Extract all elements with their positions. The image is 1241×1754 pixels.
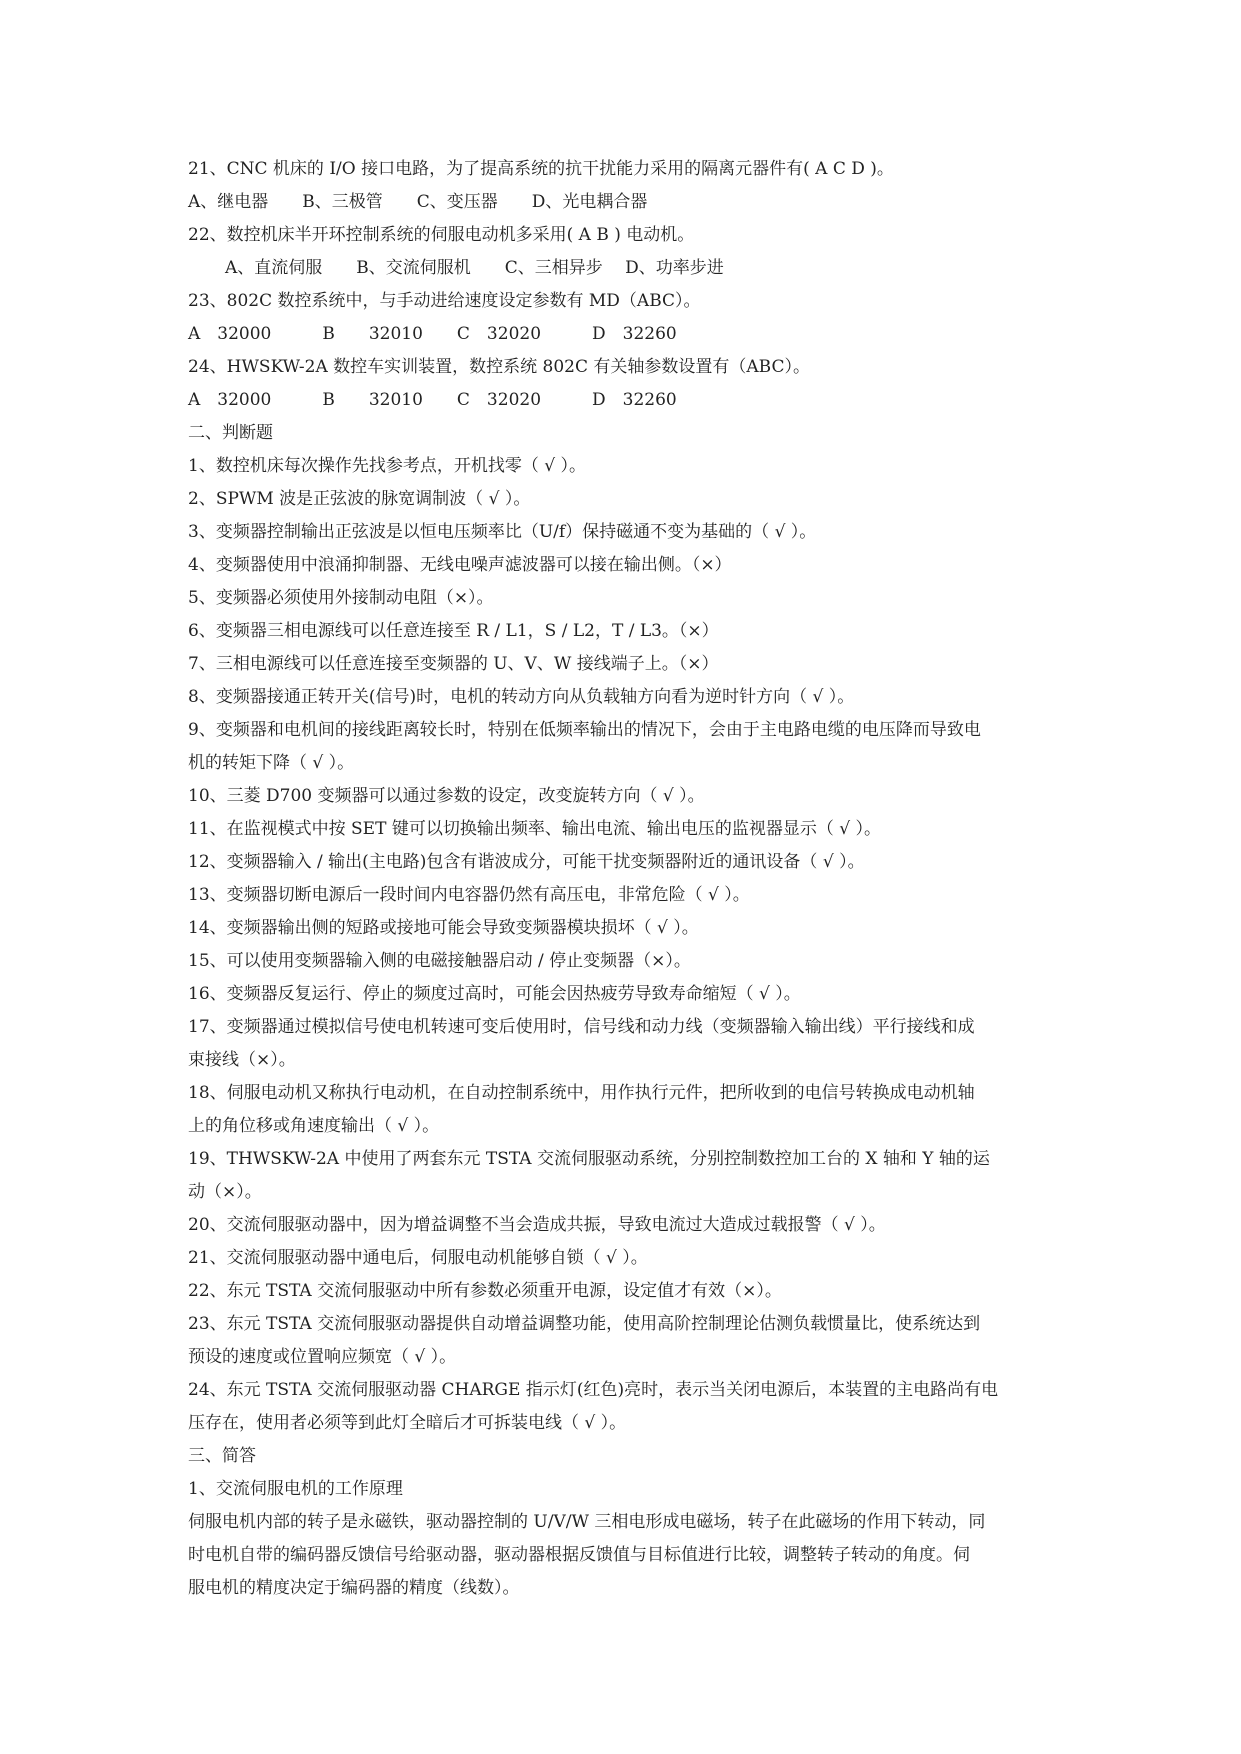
section-heading-short-answer: 三、简答 <box>188 1446 256 1466</box>
judgment-item: 9、变频器和电机间的接线距离较长时，特别在低频率输出的情况下，会由于主电路电缆的电压降而导致电 <box>188 720 981 740</box>
judgment-item: 6、变频器三相电源线可以任意连接至 R / L1，S / L2，T / L3。（×） <box>188 621 719 641</box>
question-21: 21、CNC 机床的 I/O 接口电路，为了提高系统的抗干扰能力采用的隔离元器件有( A C D )。 <box>188 159 894 179</box>
judgment-item: 10、三菱 D700 变频器可以通过参数的设定，改变旋转方向（ √ ）。 <box>188 786 705 806</box>
judgment-item: 1、数控机床每次操作先找参考点，开机找零（ √ ）。 <box>188 456 586 476</box>
judgment-item: 17、变频器通过模拟信号使电机转速可变后使用时，信号线和动力线（变频器输入输出线）平行接线和成 <box>188 1017 975 1037</box>
judgment-item-continued: 动（×）。 <box>188 1182 262 1202</box>
judgment-item: 20、交流伺服驱动器中，因为增益调整不当会造成共振，导致电流过大造成过载报警（ √ ）。 <box>188 1215 886 1235</box>
short-answer-body: 伺服电机内部的转子是永磁铁，驱动器控制的 U/V/W 三相电形成电磁场，转子在此磁场的作用下转动，同 <box>188 1512 986 1532</box>
question-22: 22、数控机床半开环控制系统的伺服电动机多采用( A B ) 电动机。 <box>188 225 695 245</box>
judgment-item-continued: 机的转矩下降（ √ ）。 <box>188 753 355 773</box>
judgment-item: 3、变频器控制输出正弦波是以恒电压频率比（U/f）保持磁通不变为基础的（ √ ）。 <box>188 522 817 542</box>
question-23-options: A 32000 B 32010 C 32020 D 32260 <box>188 324 677 344</box>
judgment-item: 21、交流伺服驱动器中通电后，伺服电动机能够自锁（ √ ）。 <box>188 1248 648 1268</box>
question-24-options: A 32000 B 32010 C 32020 D 32260 <box>188 390 677 410</box>
question-23: 23、802C 数控系统中，与手动进给速度设定参数有 MD（ABC）。 <box>188 291 701 311</box>
judgment-item: 23、东元 TSTA 交流伺服驱动器提供自动增益调整功能，使用高阶控制理论估测负载惯量比，使系统达到 <box>188 1314 981 1334</box>
judgment-item-continued: 上的角位移或角速度输出（ √ ）。 <box>188 1116 440 1136</box>
judgment-item-continued: 压存在，使用者必须等到此灯全暗后才可拆装电线（ √ ）。 <box>188 1413 627 1433</box>
judgment-item: 15、可以使用变频器输入侧的电磁接触器启动 / 停止变频器（×）。 <box>188 951 691 971</box>
question-22-options: A、直流伺服 B、交流伺服机 C、三相异步 D、功率步进 <box>225 258 724 278</box>
question-21-options: A、继电器 B、三极管 C、变压器 D、光电耦合器 <box>188 192 648 212</box>
judgment-item-continued: 预设的速度或位置响应频宽（ √ ）。 <box>188 1347 457 1367</box>
judgment-item: 2、SPWM 波是正弦波的脉宽调制波（ √ ）。 <box>188 489 531 509</box>
judgment-item: 24、东元 TSTA 交流伺服驱动器 CHARGE 指示灯(红色)亮时，表示当关闭电源后，本装置的主电路尚有电 <box>188 1380 999 1400</box>
judgment-item: 4、变频器使用中浪涌抑制器、无线电噪声滤波器可以接在输出侧。（×） <box>188 555 732 575</box>
judgment-item-continued: 束接线（×）。 <box>188 1050 296 1070</box>
judgment-item: 11、在监视模式中按 SET 键可以切换输出频率、输出电流、输出电压的监视器显示（ √ ）。 <box>188 819 881 839</box>
judgment-item: 22、东元 TSTA 交流伺服驱动中所有参数必须重开电源，设定值才有效（×）。 <box>188 1281 782 1301</box>
judgment-item: 19、THWSKW-2A 中使用了两套东元 TSTA 交流伺服驱动系统，分别控制数控加工台的 X 轴和 Y 轴的运 <box>188 1149 990 1169</box>
judgment-item: 14、变频器输出侧的短路或接地可能会导致变频器模块损坏（ √ ）。 <box>188 918 699 938</box>
short-answer-body: 时电机自带的编码器反馈信号给驱动器，驱动器根据反馈值与目标值进行比较，调整转子转动的角度。伺 <box>188 1545 970 1565</box>
judgment-item: 8、变频器接通正转开关(信号)时，电机的转动方向从负载轴方向看为逆时针方向（ √ ）。 <box>188 687 855 707</box>
short-answer-question: 1、交流伺服电机的工作原理 <box>188 1479 403 1499</box>
judgment-item: 18、伺服电动机又称执行电动机，在自动控制系统中，用作执行元件，把所收到的电信号转换成电动机轴 <box>188 1083 975 1103</box>
judgment-item: 13、变频器切断电源后一段时间内电容器仍然有高压电，非常危险（ √ ）。 <box>188 885 750 905</box>
judgment-item: 7、三相电源线可以任意连接至变频器的 U、V、W 接线端子上。（×） <box>188 654 719 674</box>
short-answer-body: 服电机的精度决定于编码器的精度（线数）。 <box>188 1578 520 1598</box>
judgment-item: 16、变频器反复运行、停止的频度过高时，可能会因热疲劳导致寿命缩短（ √ ）。 <box>188 984 801 1004</box>
judgment-item: 12、变频器输入 / 输出(主电路)包含有谐波成分，可能干扰变频器附近的通讯设备（ √ ）。 <box>188 852 865 872</box>
question-24: 24、HWSKW-2A 数控车实训装置，数控系统 802C 有关轴参数设置有（ABC）。 <box>188 357 811 377</box>
judgment-item: 5、变频器必须使用外接制动电阻（×）。 <box>188 588 494 608</box>
section-heading-judgment: 二、判断题 <box>188 423 273 443</box>
